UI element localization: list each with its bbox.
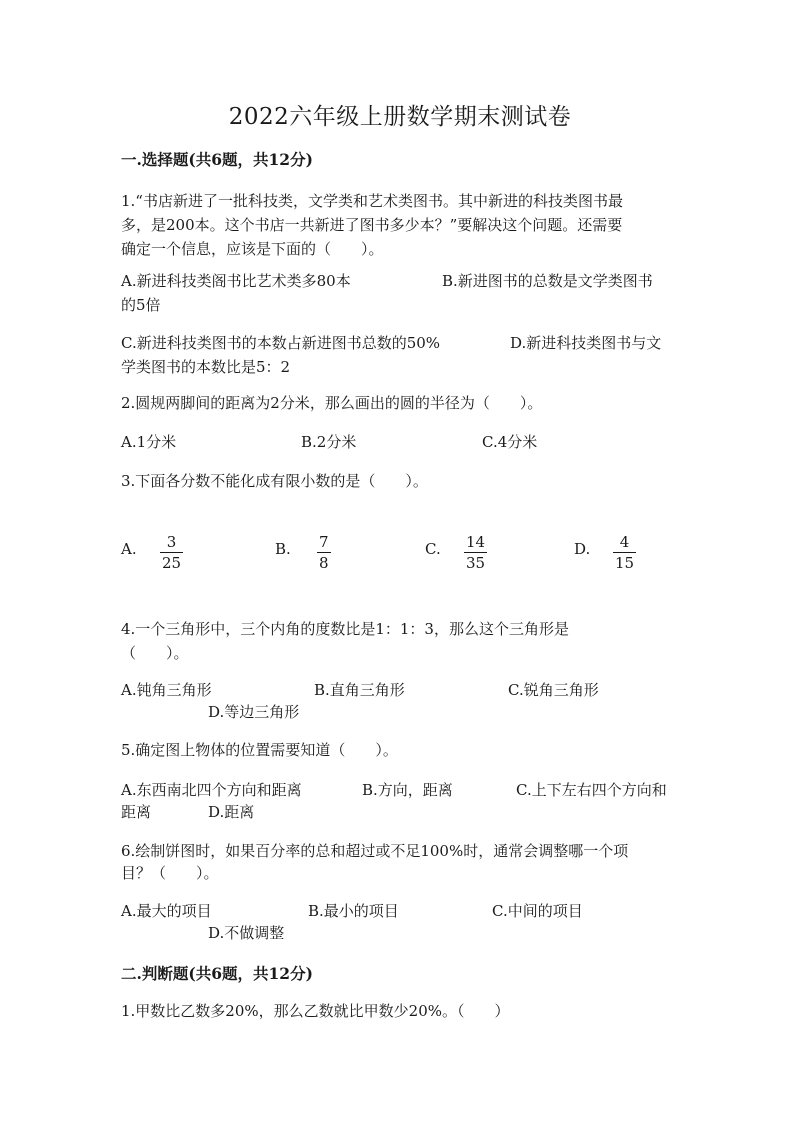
q3-option-c-label: C. — [425, 540, 441, 558]
q6-option-c: C.中间的项目 — [492, 902, 583, 920]
q1-option-d-cont: 学类图书的本数比是5：2 — [121, 358, 291, 376]
q3-option-a-denominator: 25 — [162, 554, 182, 572]
q5-option-b: B.方向，距离 — [362, 781, 453, 799]
q2-option-b: B.2分米 — [301, 433, 357, 451]
judge-q1-text: 1.甲数比乙数多20%，那么乙数就比甲数少20%。（ ） — [121, 1002, 510, 1020]
q1-option-c: C.新进科技类图书的本数占新进图书总数的50% — [121, 334, 441, 352]
q6-option-b: B.最小的项目 — [308, 902, 399, 920]
q6-option-d: D.不做调整 — [208, 924, 285, 942]
q2-option-c: C.4分米 — [482, 433, 538, 451]
q3-option-a-label: A. — [121, 540, 137, 558]
q3-option-a-fraction — [160, 533, 183, 572]
q5-option-c-cont: 距离 — [121, 803, 152, 821]
q4-option-c: C.锐角三角形 — [508, 681, 599, 699]
q2-option-a: A.1分米 — [121, 433, 177, 451]
q5-option-a: A.东西南北四个方向和距离 — [121, 781, 302, 799]
q4-option-b: B.直角三角形 — [314, 681, 405, 699]
q1-option-b-cont: 的5倍 — [121, 296, 161, 314]
q3-option-a-numerator: 3 — [166, 533, 177, 551]
q6-line2: 目？（ ）。 — [121, 864, 219, 882]
section2-heading: 二.判断题(共6题，共12分) — [121, 964, 313, 983]
q3-option-b-numerator: 7 — [319, 533, 329, 551]
q4-option-a: A.钝角三角形 — [121, 681, 212, 699]
q1-line3: 确定一个信息，应该是下面的（ ）。 — [121, 240, 384, 258]
q4-line1: 4.一个三角形中，三个内角的度数比是1：1：3，那么这个三角形是 — [121, 620, 569, 638]
q6-line1: 6.绘制饼图时，如果百分率的总和超过或不足100%时，通常会调整哪一个项 — [121, 842, 629, 860]
q1-line1: 1.“书店新进了一批科技类，文学类和艺术类图书。其中新进的科技类图书最 — [121, 192, 623, 210]
q1-option-a: A.新进科技类阁书比艺术类多80本 — [121, 272, 351, 290]
q3-option-c-fraction — [464, 533, 487, 572]
q2-text: 2.圆规两脚间的距离为2分米，那么画出的圆的半径为（ ）。 — [121, 394, 543, 412]
q5-option-d: D.距离 — [208, 803, 255, 821]
q3-option-b-denominator: 8 — [319, 554, 329, 572]
q3-text: 3.下面各分数不能化成有限小数的是（ ）。 — [121, 472, 428, 490]
q4-line2: （ ）。 — [121, 644, 189, 662]
q3-option-d-fraction — [613, 533, 636, 572]
q3-option-b-label: B. — [275, 540, 291, 558]
section1-heading: 一.选择题(共6题，共12分) — [121, 150, 313, 169]
q1-line2: 多，是200本。这个书店一共新进了图书多少本？”要解决这个问题。还需要 — [121, 216, 623, 234]
q5-option-c: C.上下左右四个方向和 — [516, 781, 667, 799]
q1-option-d: D.新进科技类图书与文 — [510, 334, 662, 352]
q3-option-d-label: D. — [574, 540, 591, 558]
q3-option-c-numerator: 14 — [466, 533, 486, 551]
q6-option-a: A.最大的项目 — [121, 902, 212, 920]
q3-option-d-denominator: 15 — [615, 554, 635, 572]
q5-text: 5.确定图上物体的位置需要知道（ ）。 — [121, 741, 398, 759]
q1-option-b: B.新进图书的总数是文学类图书 — [442, 272, 653, 290]
q3-option-d-numerator: 4 — [619, 533, 630, 551]
q3-option-b-fraction — [317, 533, 331, 572]
q4-option-d: D.等边三角形 — [208, 703, 300, 721]
q3-option-c-denominator: 35 — [466, 554, 486, 572]
exam-title: 2022六年级上册数学期末测试卷 — [228, 104, 572, 130]
